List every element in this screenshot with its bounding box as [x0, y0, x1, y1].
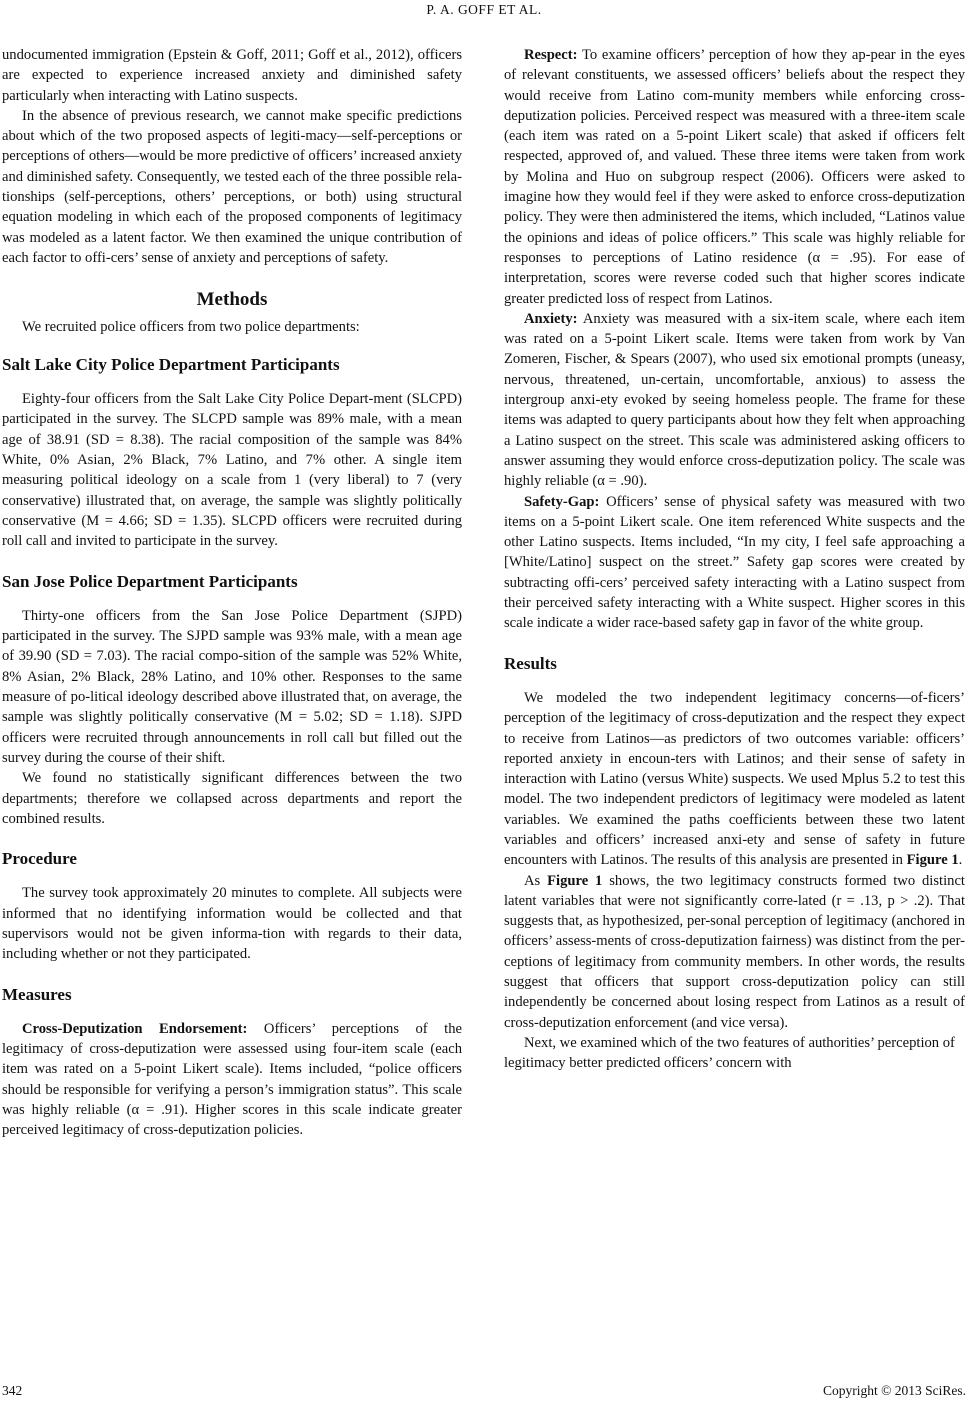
- slcpd-paragraph: Eighty-four officers from the Salt Lake City Police Depart-ment (SLCPD) participated in the survey. The SLCPD sample was 89% male, with a mean age of 38.91 (SD = 8.38). The racial composition of the sample was 84% White, 0% Asian, 2% Black, 7% Latino, and 7% other. A single item measuring political ideology on a scale from 1 (very liberal) to 7 (very conservative) illustrated that, on average, the sample was slightly politically conservative (M = 4.66; SD = 1.35). SLCPD officers were recruited during roll call and invited to participate in the survey.: [2, 391, 462, 550]
- results-paragraph-3: Next, we examined which of the two features of authorities’ perception of legitimacy better predicted officers’ concern with: [504, 1034, 955, 1072]
- paragraph-intro-continued: undocumented immigration (Epstein & Goff, 2011; Goff et al., 2012), officers are expected to experience increased anxiety and diminished safety particularly when interacting with Latino suspects.: [2, 47, 462, 104]
- safety-gap-paragraph: [504, 492, 965, 634]
- results-p1-text: We modeled the two independent legitimacy concerns—of-ficers’ perception of the legitimacy of cross-deputization and the respect they expect to receive from Latinos—as predictors of two outcomes variable: officers’ reported anxiety in encoun-ters with Latinos; and their sense of safety in interaction with Latino (versus White) suspects. We used Mplus 5.2 to test this model. The two independent predictors of legitimacy were modeled as latent variables. We examined the paths coefficients between these two latent variables and officers’ increased anxi-ety and sense of safety in future encounters with Latinos. The results of this analysis are presented in: [504, 689, 965, 869]
- slcpd-heading: Salt Lake City Police Department Participants: [2, 354, 340, 374]
- results-paragraph-1: [504, 688, 965, 871]
- page-number: 342: [2, 1383, 23, 1398]
- measures-heading: Measures: [2, 984, 72, 1004]
- results-paragraph-2: [504, 871, 965, 1033]
- anxiety-paragraph: [504, 309, 965, 492]
- safety-gap-text: Officers’ sense of physical safety was measured with two items on a 5-point Likert scale. One item referenced White suspects and the other Latino suspects. Items included, “In my city, I feel safe approaching a [White/Latino] suspect on the street.” Safety gap scores were created by subtracting offi-cers’ perceived safety interacting with a Latino suspect from their perceived safety interacting with a White suspect. Higher scores in this scale indicate a wider race-based safety gap in favor of the white group.: [504, 493, 965, 632]
- running-head: P. A. GOFF ET AL.: [426, 2, 542, 17]
- methods-intro: We recruited police officers from two police departments:: [22, 318, 360, 335]
- right-column: [504, 45, 965, 1074]
- figure-1-reference-2: Figure 1: [547, 872, 603, 889]
- respect-text: To examine officers’ perception of how they ap-pear in the eyes of relevant constituents, we assessed officers’ beliefs about the respect they would receive from Latino com-munity members while enforcing cross-deputization policies. Perceived respect was measured with a three-item scale (each item was rated on a 5-point Likert scale) that asked if officers felt respected, approved of, and valued. These three items were taken from work by Molina and Huo on subgroup respect (2006). Officers were asked to imagine how they would feel if they were asked to enforce cross-deputization policy. They were then administered the items, which included, “Latinos value the opinions and ideas of police officers.” This scale was highly reliable for responses to perceptions of Latino residence (α = .95). For ease of interpretation, scores were reverse coded such that higher scores indicate greater predicted loss of respect from Latinos.: [504, 47, 965, 307]
- cross-deputization-text: Officers’ perceptions of the legitimacy of cross-deputization were assessed using four-item scale (each item was rated on a 5-point Likert scale). Items included, “police officers should be responsible for verifying a person’s immigration status”. This scale was highly reliable (α = .91). Higher scores in this scale indicate greater perceived legitimacy of cross-deputization policies.: [2, 1020, 462, 1139]
- procedure-heading: Procedure: [2, 849, 77, 869]
- results-p2-start: As: [524, 872, 548, 889]
- results-heading: Results: [504, 653, 557, 673]
- results-p2-text: shows, the two legitimacy constructs formed two distinct latent variables that were not significantly corre-lated (r = .13, p > .2). That suggests that, as hypothesized, per-sonal perception of legitimacy (anchored in officers’ assess-ments of cross-deputization fairness) was distinct from the per-ceptions of legitimacy from community members. In other words, the results suggest that officers that support cross-deputization policy can still independently be concerned about losing respect from Latinos as a result of cross-deputization enforcement (and vice versa).: [504, 872, 965, 1031]
- procedure-paragraph: The survey took approximately 20 minutes to complete. All subjects were informed that no identifying information would be collected and that supervisors would not be given informa-tion with regards to their data, including whether or not they participated.: [2, 885, 462, 963]
- cross-deputization-paragraph: [2, 1019, 462, 1141]
- results-p1-end: .: [958, 852, 963, 869]
- sjpd-paragraph: Thirty-one officers from the San Jose Police Department (SJPD) participated in the survey. The SJPD sample was 93% male, with a mean age of 39.90 (SD = 7.03). The racial compo-sition of the sample was 52% White, 8% Asian, 2% Black, 28% Latino, and 10% other. Responses to the same measure of po-litical ideology described above illustrated that, on average, the sample was slightly politically conservative (M = 5.02; SD = 1.18). SJPD officers were recruited through announcements in roll call but filled out the survey during the course of their shift.: [2, 607, 462, 766]
- methods-heading: Methods: [196, 289, 268, 311]
- anxiety-text: Anxiety was measured with a six-item scale, where each item was rated on a 5-point Likert scale. Items were taken from work by Van Zomeren, Fischer, & Spears (2007), who used six emotional prompts (uneasy, nervous, threatened, un-certain, uncomfortable, anxious) to assess the intergroup anxi-ety evoked by seeing homeless people. The frame for these items was adapted to query participants about how they felt when approaching a Latino suspect on the street. This scale was administered asking officers to answer assuming they would enforce cross-deputization policy. The scale was highly reliable (α = .90).: [504, 310, 965, 490]
- figure-1-reference: Figure 1: [906, 852, 959, 869]
- anxiety-label: Anxiety:: [524, 310, 578, 327]
- sjpd-heading: San Jose Police Department Participants: [2, 571, 298, 591]
- combined-results-paragraph: We found no statistically significant differences between the two departments; therefore we collapsed across departments and report the combined results.: [2, 770, 462, 827]
- respect-paragraph: [504, 45, 965, 309]
- paragraph-no-previous-research: In the absence of previous research, we cannot make specific predictions about which of the two proposed aspects of legiti-macy—self-perceptions or perceptions of others—would be more predictive of officers’ increased anxiety and diminished safety. Consequently, we tested each of the three possible rela-tionships (self-perceptions, others’ perceptions, or both) using structural equation modeling in which each of the proposed components of legitimacy was modeled as a latent factor. We then examined the unique contribution of each factor to offi-cers’ sense of anxiety and perceptions of safety.: [2, 107, 462, 266]
- cross-deputization-label: Cross-Deputization Endorsement:: [22, 1020, 248, 1037]
- safety-gap-label: Safety-Gap:: [524, 493, 600, 510]
- copyright-notice: Copyright © 2013 SciRes.: [822, 1383, 966, 1398]
- respect-label: Respect:: [524, 47, 578, 63]
- left-column: [2, 45, 462, 1141]
